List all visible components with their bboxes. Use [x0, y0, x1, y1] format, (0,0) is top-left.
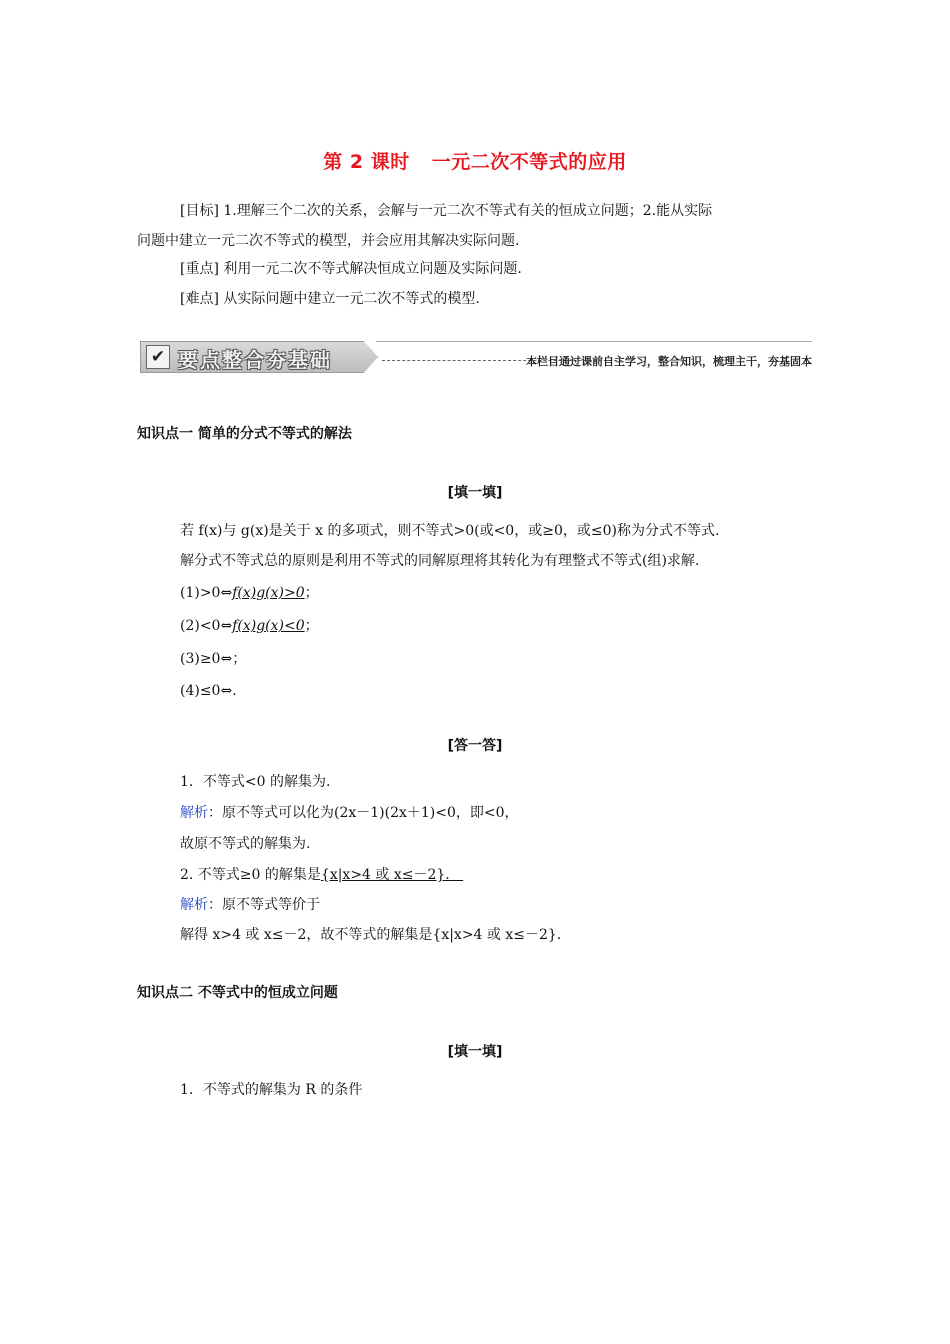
banner-note: 本栏目通过课前自主学习，整合知识，梳理主干，夯基固本	[526, 355, 812, 368]
k1-principle-line: 解分式不等式总的原则是利用不等式的同解原理将其转化为有理整式不等式(组)求解.	[180, 553, 700, 569]
rule-2-prefix: (2)<0⇔	[180, 618, 233, 634]
question-2-analysis-line-2: 解得 x>4 或 x≤－2，故不等式的解集是{x|x>4 或 x≤－2}.	[180, 927, 562, 943]
rule-2-answer: f(x)g(x)<0	[232, 618, 305, 634]
rule-3: (3)≥0⇔；	[180, 651, 247, 667]
section-banner	[140, 341, 812, 373]
key-point-line	[180, 259, 522, 279]
question-1-analysis-line-2: 故原不等式的解集为.	[180, 836, 311, 852]
k1-definition-line: 若 f(x)与 g(x)是关于 x 的多项式，则不等式>0(或<0，或≥0，或≤0)称为分式不等式.	[180, 523, 720, 539]
difficulty-line	[180, 289, 480, 309]
difficulty-text: 从实际问题中建立一元二次不等式的模型.	[218, 291, 480, 307]
knowledge-point-2-heading: 知识点二 不等式中的恒成立问题	[137, 985, 338, 1001]
goal-line-2: 问题中建立一元二次不等式的模型，并会应用其解决实际问题.	[137, 233, 520, 249]
key-label: [重点]	[180, 261, 219, 277]
q2-answer: {x|x>4 或 x≤－2}.	[320, 867, 450, 883]
rule-2-end: ；	[304, 618, 319, 634]
lesson-title	[0, 147, 950, 174]
rule-1-prefix: (1)>0⇔	[180, 585, 233, 601]
checkmark-icon: ✔	[146, 345, 170, 369]
banner-top-rule	[376, 341, 812, 342]
question-2	[180, 865, 463, 885]
lesson-topic: 一元二次不等式的应用	[431, 151, 627, 173]
question-1: 1．不等式<0 的解集为.	[180, 774, 331, 790]
question-1-analysis-line-1	[180, 803, 519, 823]
key-text: 利用一元二次不等式解决恒成立问题及实际问题.	[218, 261, 522, 277]
qa-label: [答一答]	[447, 738, 503, 754]
question-2-analysis-line-1	[180, 895, 320, 915]
banner-title: 要点整合夯基础	[178, 348, 332, 372]
rule-1-end: ；	[304, 585, 319, 601]
q2-prefix: 2. 不等式≥0 的解集是	[180, 867, 321, 883]
goal-line-1	[180, 201, 712, 221]
rule-1-answer: f(x)g(x)>0	[232, 585, 305, 601]
goal-text-1: 1.理解三个二次的关系，会解与一元二次不等式有关的恒成立问题；2.能从实际	[218, 203, 713, 219]
fill-in-label-1: [填一填]	[447, 485, 503, 501]
q1-analysis-text: ：原不等式可以化为(2x－1)(2x＋1)<0，即<0，	[208, 805, 519, 821]
rule-1	[180, 583, 319, 603]
q2-analysis-text: ：原不等式等价于	[208, 897, 320, 913]
knowledge-point-1-heading: 知识点一 简单的分式不等式的解法	[137, 426, 352, 442]
analysis-label-2: 解析	[180, 897, 208, 913]
analysis-label: 解析	[180, 805, 208, 821]
goal-label: [目标]	[180, 203, 219, 219]
rule-2	[180, 616, 319, 636]
rule-4: (4)≤0⇔.	[180, 683, 237, 699]
k2-item-1: 1．不等式的解集为 R 的条件	[180, 1082, 363, 1098]
fill-in-label-2: [填一填]	[447, 1044, 503, 1060]
lesson-number: 第 2 课时	[323, 151, 410, 173]
difficulty-label: [难点]	[180, 291, 219, 307]
